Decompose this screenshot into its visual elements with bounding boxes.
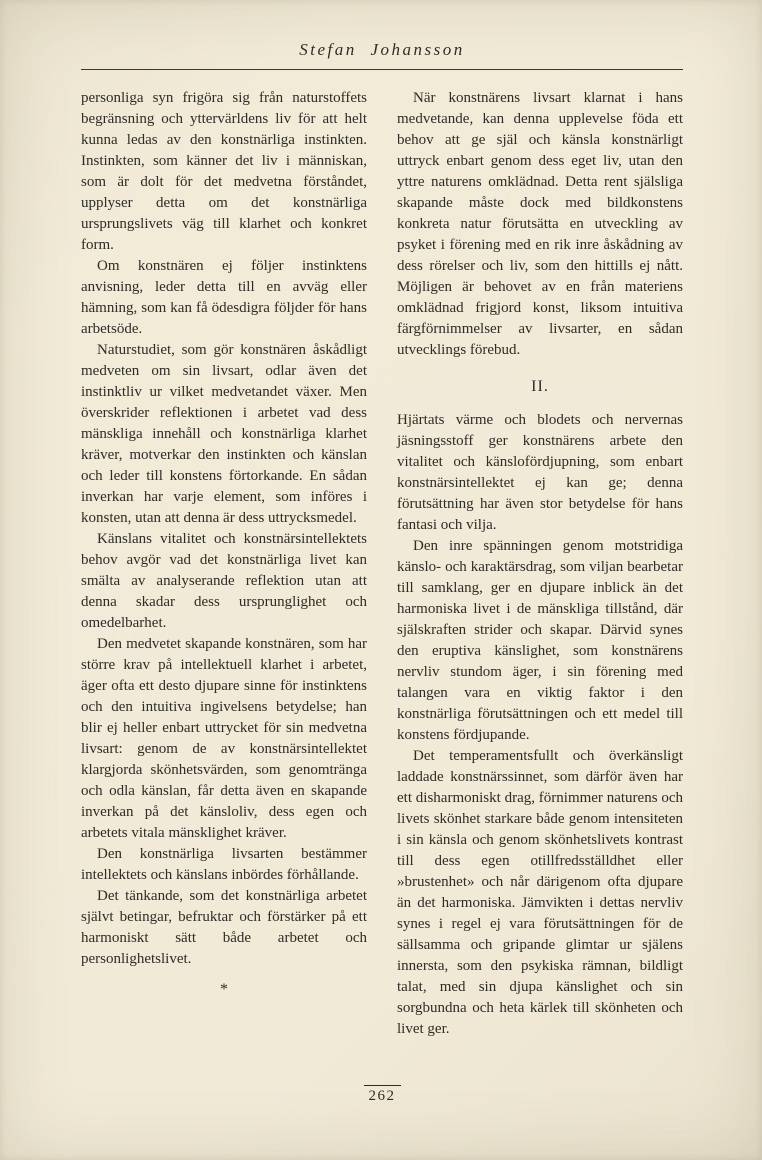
section-heading: II. bbox=[531, 378, 549, 395]
page-footer bbox=[81, 1085, 683, 1105]
running-header-author: Stefan Johansson bbox=[81, 40, 683, 70]
paragraph: Känslans vitalitet och konstnärsintellektets behov avgör vad det konstnärliga livet kan smälta av analyserande reflektion utan att denna skadar dess ursprunglighet och omedelbarhet. bbox=[81, 531, 367, 631]
paragraph: Det temperamentsfullt och överkänsligt laddade konstnärssinnet, som därför även har ett disharmoniskt drag, förnimmer naturens och livets skönhet starkare både genom intensiteten i sin känsla och genom skönhetslivets kontrast till dess egen otillfredsställdhet eller »brustenhet» och når därigenom ofta djupare än det harmoniska. Jämvikten i dettas nervliv synes i regel ej vara förutsättningen för de sällsamma och gripande glimtar ur själens innersta, som den psykiska rämnan, bildligt talat, med sin djupa känslighet och sin sorgbundna och heta kärlek till skönheten och livet ger. bbox=[397, 748, 683, 1037]
paragraph: Den konstnärliga livsarten bestämmer intellektets och känslans inbördes förhållande. bbox=[81, 846, 367, 883]
paragraph: Det tänkande, som det konstnärliga arbetet självt betingar, befruktar och förstärker på ett harmoniskt sätt både arbetet och personlighetslivet. bbox=[81, 888, 367, 967]
paragraph: personliga syn frigöra sig från naturstoffets begränsning och yttervärldens liv för att helt kunna ledas av den konstnärliga instinkten. Instinkten, som känner det liv i människan, som är dolt för det medvetna förståndet, upplyser detta om det konstnärliga ursprungslivets väg till klarhet och konkret form. bbox=[81, 90, 367, 253]
text-columns bbox=[81, 88, 683, 1040]
paragraph: Naturstudiet, som gör konstnären åskådligt medveten om sin livsart, odlar även det instinktliv ur vilket medvetandet växer. Men överskrider reflektionen i arbetet vad dess mänskliga innehåll och konstnärliga klarhet kräver, motverkar den instinkten och känslan och leder till konstens förtorkande. En sådan inverkan har varje element, som införes i konsten, utan att denna är dess uttrycksmedel. bbox=[81, 342, 367, 526]
section-separator-asterisk: * bbox=[220, 981, 228, 998]
paragraph: När konstnärens livsart klarnat i hans medvetande, kan denna upplevelse föda ett behov att ge själ och känsla konstnärligt uttryck enbart genom dess eget liv, utan den yttre naturens omklädnad. Detta rent själsliga skapande måste dock med bildkonstens konkreta natur förutsätta en utveckling av psyket i förening med en rik inre åskådning av dess rörelser och liv, som den hittills ej nått. Möjligen är behovet av en från materiens omklädnad frigjord konst, liksom intuitiva färgförnimmelser av livsarter, en sådan utvecklings förebud. bbox=[397, 90, 683, 358]
paragraph: Om konstnären ej följer instinktens anvisning, leder detta till en avväg eller hämning, som kan få ödesdigra följder för hans arbetsöde. bbox=[81, 258, 367, 337]
paragraph: Den inre spänningen genom motstridiga känslo- och karaktärsdrag, som viljan bearbetar till samklang, ger en djupare inblick än det harmoniska livet i de mänskliga tillstånd, där själskraften strider och skapar. Därvid synes den eruptiva känslighet, som konstnärens nervliv stundom äger, i sin förening med talangen vara en viktig faktor i den konstnärliga förutsättningen och ett medel till konstens fördjupande. bbox=[397, 538, 683, 743]
page-content bbox=[81, 40, 683, 1040]
left-column bbox=[81, 88, 367, 1040]
right-column bbox=[397, 88, 683, 1040]
paragraph: Hjärtats värme och blodets och nervernas jäsningsstoff ger konstnärens arbete den vitalitet och känslofördjupning, som enbart konstnärsintellektet ej kan ge; denna förutsättning har även stor betydelse för hans fantasi och vilja. bbox=[397, 412, 683, 533]
page-number: 262 bbox=[364, 1085, 401, 1105]
paragraph: Den medvetet skapande konstnären, som har större krav på intellektuell klarhet i arbetet, äger ofta ett desto djupare sinne för instinktens och den intuitiva ingivelsens betydelse; han blir ej heller enbart uttrycket för sin medvetna livsart: genom de av konstnärsintellektet klargjorda skönhetsvärden, som genomtränga och odla känslan, får detta även en skapande inverkan på det känsloliv, dess egen och arbetets vitala mänsklighet kräver. bbox=[81, 636, 367, 841]
